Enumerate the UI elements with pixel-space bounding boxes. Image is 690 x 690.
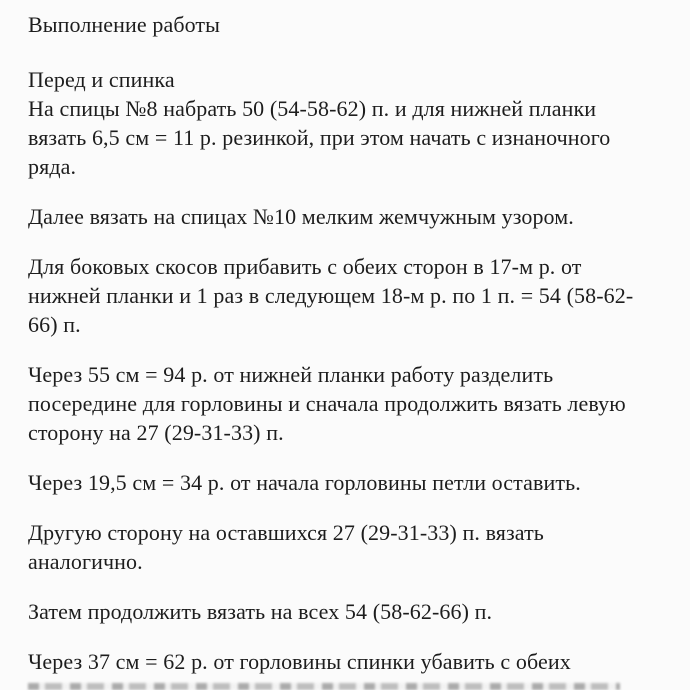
text-line: Для боковых скосов прибавить с обеих сторон в 17-м р. от <box>28 254 582 279</box>
text-line: Далее вязать на спицах №10 мелким жемчужным узором. <box>28 204 574 229</box>
text-line: Через 55 см = 94 р. от нижней планки работу разделить <box>28 362 554 387</box>
paragraph <box>28 647 672 676</box>
text-line: На спицы №8 набрать 50 (54-58-62) п. и для нижней планки <box>28 96 597 121</box>
text-line: Через 37 см = 62 р. от горловины спинки убавить с обеих <box>28 649 571 674</box>
text-line: Другую сторону на оставшихся 27 (29-31-33) п. вязать <box>28 520 544 545</box>
paragraph <box>28 202 672 231</box>
text-line: Перед и спинка <box>28 67 175 92</box>
text-line: Затем продолжить вязать на всех 54 (58-62-66) п. <box>28 599 493 624</box>
paragraph <box>28 252 672 339</box>
text-line: сторону на 27 (29-31-33) п. <box>28 420 284 445</box>
paragraph <box>28 468 672 497</box>
text-line: нижней планки и 1 раз в следующем 18-м р. по 1 п. = 54 (58-62- <box>28 283 634 308</box>
paragraph <box>28 65 672 181</box>
text-line: аналогично. <box>28 549 143 574</box>
clipped-text-line <box>28 683 620 690</box>
page-title: Выполнение работы <box>28 12 221 37</box>
paragraph <box>28 360 672 447</box>
text-line: 66) п. <box>28 312 81 337</box>
title-paragraph <box>28 10 672 39</box>
document-body <box>28 10 672 676</box>
text-line: вязать 6,5 см = 11 р. резинкой, при этом начать с изнаночного <box>28 125 611 150</box>
text-line: ряда. <box>28 154 77 179</box>
paragraph <box>28 597 672 626</box>
text-line: посередине для горловины и сначала продолжить вязать левую <box>28 391 626 416</box>
text-line: Через 19,5 см = 34 р. от начала горловины петли оставить. <box>28 470 581 495</box>
paragraph <box>28 518 672 576</box>
